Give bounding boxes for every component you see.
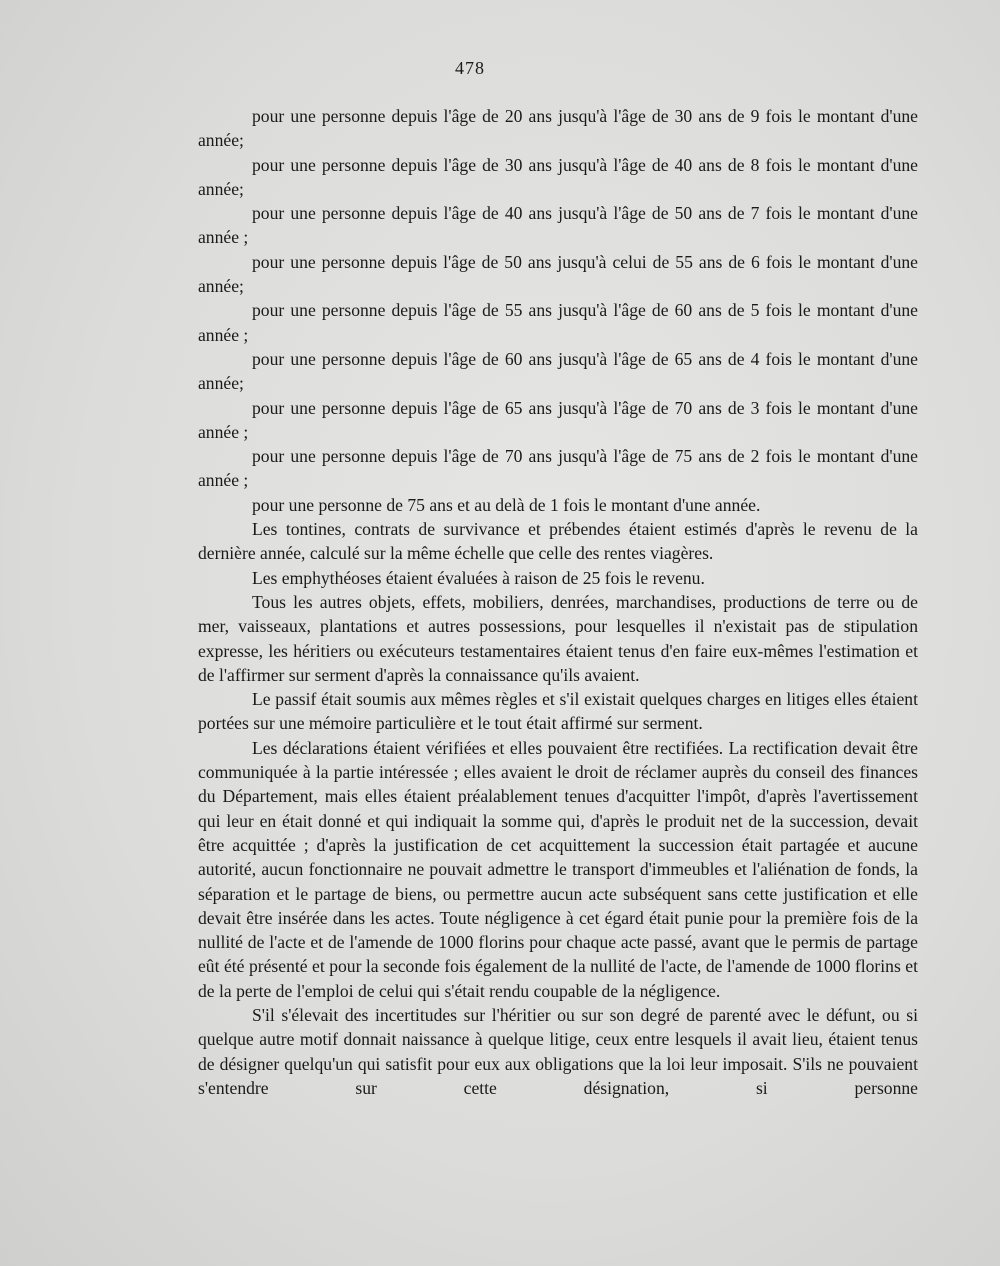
paragraph-other-objects: Tous les autres objets, effets, mobiliers, denrées, marchandises, productions de terre ou de mer, vaisseaux, plantations et autres possessions, pour lesquelles il n'existait pas de stipulation expresse, les héritiers ou exécuteurs testamentaires étaient tenus d'en faire eux-mêmes l'estimation et de l'affirmer sur serment d'après la connaissance qu'ils avaient. [198, 591, 918, 685]
rate-line-40-50: pour une personne depuis l'âge de 40 ans jusqu'à l'âge de 50 ans de 7 fois le montant d'une année ; [198, 203, 918, 248]
paragraph-declarations: Les déclarations étaient vérifiées et elles pouvaient être rectifiées. La rectification devait être communiquée à la partie intéressée ; elles avaient le droit de réclamer auprès du conseil des finances du Département, mais elles étaient préalablement tenues d'acquitter l'impôt, d'après l'avertissement qui leur en était donné et qui indiquait la somme qui, d'après le produit net de la succession, devait être acquittée ; d'après la justification de cet acquittement la succession était partagée et aucune autorité, aucun fonctionnaire ne pouvait admettre le transport d'immeubles et l'aliénation de fonds, la séparation et le partage de biens, ou permettre aucun acte subséquent sans cette justification et elle devait être insérée dans les actes. Toute négligence à cet égard était punie pour la première fois de la nullité de l'acte et de l'amende de 1000 florins pour chaque acte passé, avant que le permis de partage eût été présenté et pour la seconde fois également de la nullité de l'acte, de l'amende de 1000 florins et de la perte de l'emploi de celui qui s'était rendu coupable de la négligence. [198, 737, 918, 1001]
rate-line-50-55: pour une personne depuis l'âge de 50 ans jusqu'à celui de 55 ans de 6 fois le montant d'une année; [198, 251, 918, 297]
rate-line-60-65: pour une personne depuis l'âge de 60 ans jusqu'à l'âge de 65 ans de 4 fois le montant d'une année; [198, 348, 918, 394]
paragraph-tontines: Les tontines, contrats de survivance et prébendes étaient estimés d'après le revenu de la dernière année, calculé sur la même échelle que celle des rentes viagères. [198, 519, 918, 564]
rate-line-30-40: pour une personne depuis l'âge de 30 ans jusqu'à l'âge de 40 ans de 8 fois le montant d'une année; [198, 154, 918, 199]
rate-line-75-plus: pour une personne de 75 ans et au delà de 1 fois le montant d'une année. [252, 494, 761, 515]
rate-line-65-70: pour une personne depuis l'âge de 65 ans jusqu'à l'âge de 70 ans de 3 fois le montant d'une année ; [198, 397, 918, 442]
page-body [198, 104, 918, 1100]
rate-line-70-75: pour une personne depuis l'âge de 70 ans jusqu'à l'âge de 75 ans de 2 fois le montant d'une année ; [198, 446, 918, 491]
paragraph-incertitudes: S'il s'élevait des incertitudes sur l'héritier ou sur son degré de parenté avec le défunt, ou si quelque autre motif donnait naissance à quelque litige, ceux entre lesquels il avait lieu, étaient tenus de désigner quelqu'un qui satisfit pour eux aux obligations que la loi leur imposait. S'ils ne pouvaient s'entendre sur cette désignation, si personne [198, 1004, 918, 1098]
page-number: 478 [455, 58, 485, 78]
rate-line-20-30: pour une personne depuis l'âge de 20 ans jusqu'à l'âge de 30 ans de 9 fois le montant d'une année; [198, 106, 918, 151]
rate-line-55-60: pour une personne depuis l'âge de 55 ans jusqu'à l'âge de 60 ans de 5 fois le montant d'une année ; [198, 300, 918, 345]
paragraph-emphyteoses: Les emphythéoses étaient évaluées à raison de 25 fois le revenu. [252, 567, 705, 588]
paragraph-passif: Le passif était soumis aux mêmes règles et s'il existait quelques charges en litiges elles étaient portées sur une mémoire particulière et le tout était affirmé sur serment. [198, 689, 918, 734]
